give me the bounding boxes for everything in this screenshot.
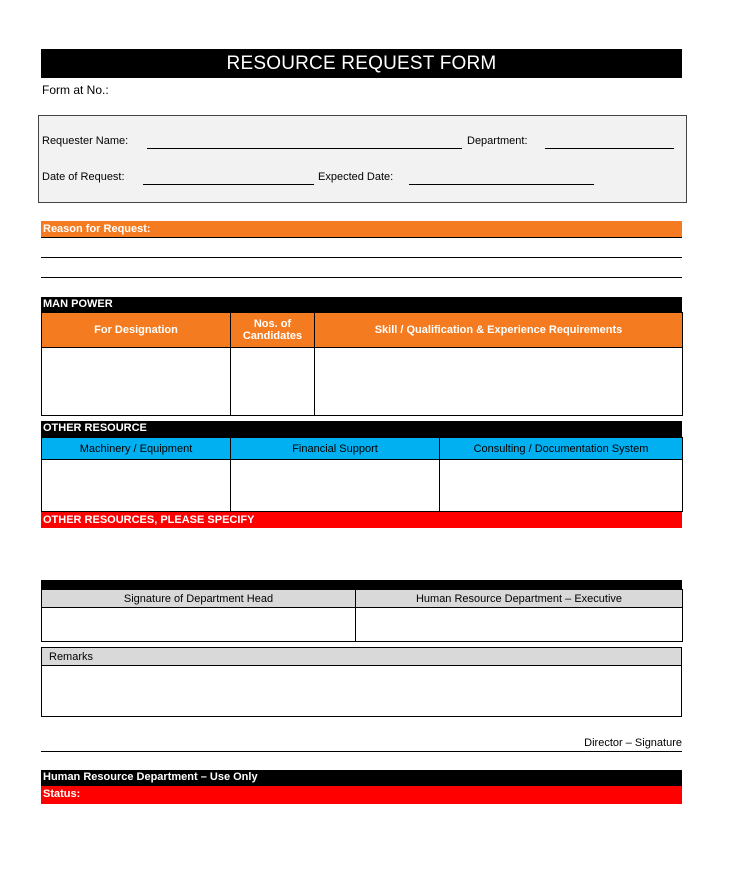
column-header-consulting: Consulting / Documentation System xyxy=(440,438,683,460)
expected-date-field[interactable] xyxy=(409,184,594,185)
status-label: Status: xyxy=(41,786,682,804)
hr-executive-signature-cell[interactable] xyxy=(356,608,683,642)
date-of-request-label: Date of Request: xyxy=(42,171,125,183)
column-header-hr-executive: Human Resource Department – Executive xyxy=(356,590,683,608)
other-resource-table xyxy=(41,437,683,512)
signature-section-bar xyxy=(41,580,682,589)
reason-header: Reason for Request: xyxy=(41,221,682,237)
department-label: Department: xyxy=(467,135,528,147)
financial-cell[interactable] xyxy=(231,460,440,512)
man-power-header: MAN POWER xyxy=(41,297,682,312)
expected-date-label: Expected Date: xyxy=(318,171,394,183)
date-of-request-field[interactable] xyxy=(143,184,314,185)
signature-table xyxy=(41,589,683,642)
remarks-label: Remarks xyxy=(42,648,682,666)
other-resource-header: OTHER RESOURCE xyxy=(41,421,682,437)
designation-cell[interactable] xyxy=(42,348,231,416)
candidates-cell[interactable] xyxy=(231,348,315,416)
department-field[interactable] xyxy=(545,148,674,149)
consulting-cell[interactable] xyxy=(440,460,683,512)
column-header-candidates: Nos. of Candidates xyxy=(231,313,315,348)
director-signature-label: Director – Signature xyxy=(584,737,682,749)
hr-use-only-header: Human Resource Department – Use Only xyxy=(41,770,682,786)
requester-name-label: Requester Name: xyxy=(42,135,129,147)
other-specify-header: OTHER RESOURCES, PLEASE SPECIFY xyxy=(41,512,682,528)
reason-line-3[interactable] xyxy=(41,277,682,278)
remarks-field[interactable] xyxy=(42,666,682,717)
skills-cell[interactable] xyxy=(315,348,683,416)
form-title: RESOURCE REQUEST FORM xyxy=(41,49,682,78)
column-header-dept-head-signature: Signature of Department Head xyxy=(42,590,356,608)
reason-line-1[interactable] xyxy=(41,237,682,238)
requester-info-box xyxy=(38,115,687,203)
director-signature-line[interactable] xyxy=(41,751,682,752)
remarks-table xyxy=(41,647,682,717)
machinery-cell[interactable] xyxy=(42,460,231,512)
column-header-machinery: Machinery / Equipment xyxy=(42,438,231,460)
column-header-financial: Financial Support xyxy=(231,438,440,460)
reason-line-2[interactable] xyxy=(41,257,682,258)
man-power-table xyxy=(41,312,683,416)
format-no-label: Form at No.: xyxy=(42,83,109,97)
column-header-skills: Skill / Qualification & Experience Requirements xyxy=(315,313,683,348)
dept-head-signature-cell[interactable] xyxy=(42,608,356,642)
requester-name-field[interactable] xyxy=(147,148,462,149)
column-header-designation: For Designation xyxy=(42,313,231,348)
